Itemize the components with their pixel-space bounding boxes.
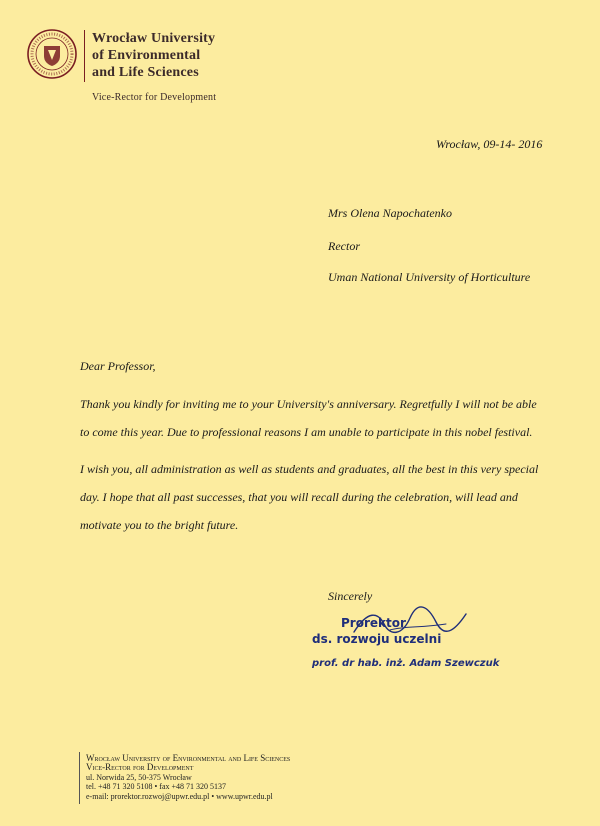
body-paragraph-2 (80, 455, 550, 539)
stamp-line-department: ds. rozwoju uczelni (312, 632, 442, 646)
handwritten-signature (350, 602, 470, 642)
footer-office: Vice-Rector for Development (86, 762, 194, 773)
letter-date: Wrocław, 09-14- 2016 (436, 137, 543, 151)
closing: Sincerely (328, 589, 373, 603)
university-name-line: of Environmental (92, 48, 201, 63)
footer-address: ul. Norwida 25, 50-375 Wrocław (86, 772, 192, 782)
paragraph-line: I wish you, all administration as well as students and graduates, all the best in this very special (80, 462, 539, 476)
paragraph-line: motivate you to the bright future. (80, 518, 239, 532)
recipient-organization: Uman National University of Horticulture (328, 270, 531, 284)
recipient-name: Mrs Olena Napochatenko (328, 206, 452, 220)
salutation: Dear Professor, (80, 359, 156, 373)
recipient-title: Rector (328, 239, 360, 253)
paragraph-line: day. I hope that all past successes, that you will recall during the celebration, will lead and (80, 490, 518, 504)
paragraph-line: to come this year. Due to professional reasons I am unable to participate in this nobel festival. (80, 425, 533, 439)
footer-contact (86, 754, 290, 801)
stamp-line-title: Prorektor (341, 616, 406, 630)
university-seal-icon (26, 28, 78, 80)
university-name-line: and Life Sciences (92, 65, 199, 80)
letterhead-subtitle: Vice-Rector for Development (92, 92, 217, 103)
footer-email-web: e-mail: prorektor.rozwoj@upwr.edu.pl • www.upwr.edu.pl (86, 791, 273, 801)
paragraph-line: Thank you kindly for inviting me to your University's anniversary. Regretfully I will not be able (80, 397, 537, 411)
footer-university: Wrocław University of Environmental and Life Sciences (86, 753, 291, 763)
university-name-line: Wrocław University (92, 31, 216, 46)
stamp-line-name: prof. dr hab. inż. Adam Szewczuk (312, 658, 500, 669)
footer-divider (79, 752, 80, 804)
letterhead-divider (84, 30, 85, 82)
university-name (92, 30, 292, 81)
body-paragraph-1 (80, 390, 550, 446)
footer-phone-fax: tel. +48 71 320 5108 • fax +48 71 320 5137 (86, 782, 227, 792)
